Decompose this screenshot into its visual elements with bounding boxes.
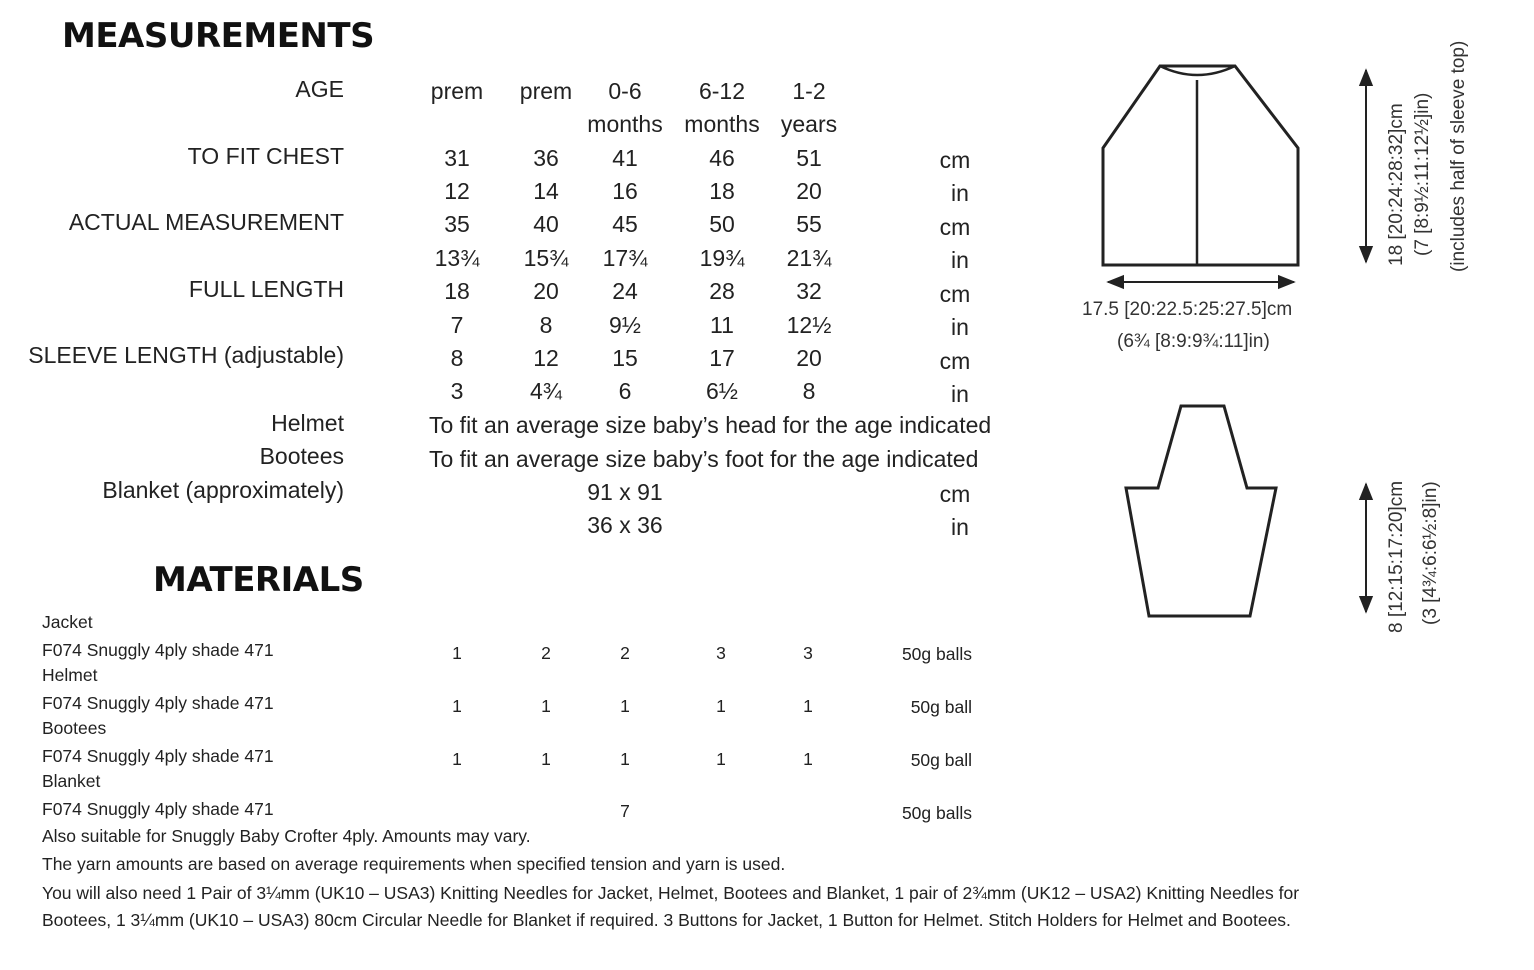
table-cell: 41 <box>612 145 638 171</box>
sleeve-length-cm: 8 [12:15:17:20]cm <box>1386 480 1407 633</box>
jacket-length-note: (includes half of sleeve top) <box>1448 40 1469 272</box>
sleeve-length-in: (3 [4¾:6:6½:8]in) <box>1420 481 1441 625</box>
table-cell: 17 <box>709 345 735 371</box>
sleeve-schematic <box>1126 406 1276 616</box>
material-qty: 1 <box>541 696 551 716</box>
note-line: You will also need 1 Pair of 3¼mm (UK10 – USA3) Knitting Needles for Jacket, Helmet, Bootees and Blanket, 1 pair of 2¾mm (UK12 – USA2) Knitting Needles for <box>42 883 1300 903</box>
table-cell: 8 <box>539 312 553 338</box>
table-cell: 12 <box>533 345 559 371</box>
table-cell: 6-12 <box>698 78 746 104</box>
jacket-length-cm: 18 [20:24:28:32]cm <box>1386 103 1407 266</box>
material-qty: 1 <box>452 643 462 663</box>
material-qty: 1 <box>452 696 462 716</box>
table-cell: 16 <box>612 178 638 204</box>
table-cell: months <box>684 111 760 137</box>
material-qty: 1 <box>452 749 462 769</box>
label-age: AGE <box>295 76 344 102</box>
material-unit: 50g balls <box>901 803 972 823</box>
table-cell: 12½ <box>786 312 832 338</box>
table-cell: 8 <box>802 378 816 404</box>
table-cell: prem <box>519 78 573 104</box>
table-cell: 14 <box>533 178 559 204</box>
material-item: Blanket <box>42 771 101 791</box>
unit-cell: cm <box>939 147 971 173</box>
material-unit: 50g ball <box>910 697 972 717</box>
table-cell: 3 <box>450 378 464 404</box>
material-unit: 50g balls <box>901 644 972 664</box>
table-cell: 15 <box>612 345 638 371</box>
material-qty: 1 <box>620 696 630 716</box>
table-cell: 36 <box>533 145 559 171</box>
table-cell: 35 <box>444 211 470 237</box>
helmet-text: To fit an average size baby’s head for the age indicated <box>429 412 992 438</box>
material-item: Jacket <box>42 612 93 632</box>
table-cell: 7 <box>450 312 464 338</box>
table-cell: 21¾ <box>786 245 832 271</box>
table-cell: 15¾ <box>523 245 569 271</box>
table-cell: 6 <box>618 378 632 404</box>
material-yarn: F074 Snuggly 4ply shade 471 <box>42 640 274 660</box>
jacket-width-in: (6¾ [8:9:9¾:11]in) <box>1117 331 1270 352</box>
unit-cell: cm <box>939 281 971 307</box>
table-cell: 20 <box>796 178 822 204</box>
table-cell: 9½ <box>609 312 641 338</box>
material-yarn: F074 Snuggly 4ply shade 471 <box>42 693 274 713</box>
label-to-fit-chest: TO FIT CHEST <box>187 143 344 169</box>
table-cell: 6½ <box>706 378 738 404</box>
table-cell: 11 <box>710 312 734 338</box>
unit-cell: in <box>951 381 969 407</box>
material-item: Bootees <box>42 718 107 738</box>
unit-cell: in <box>951 247 969 273</box>
blanket-in: 36 x 36 <box>587 512 663 538</box>
measurements-title: MEASUREMENTS <box>62 16 375 56</box>
table-cell: 46 <box>709 145 735 171</box>
table-cell: 20 <box>796 345 822 371</box>
material-qty: 2 <box>541 643 551 663</box>
material-yarn: F074 Snuggly 4ply shade 471 <box>42 799 274 819</box>
material-qty: 1 <box>803 696 813 716</box>
material-unit: 50g ball <box>910 750 972 770</box>
material-qty: 1 <box>541 749 551 769</box>
table-cell: years <box>780 111 838 137</box>
table-cell: 20 <box>533 278 559 304</box>
unit-cell: cm <box>939 481 971 507</box>
material-qty: 1 <box>716 696 726 716</box>
material-qty: 3 <box>716 643 726 663</box>
table-cell: 28 <box>709 278 735 304</box>
table-cell: 17¾ <box>602 245 648 271</box>
material-yarn: F074 Snuggly 4ply shade 471 <box>42 746 274 766</box>
materials-title: MATERIALS <box>153 560 364 600</box>
label-helmet: Helmet <box>271 410 344 436</box>
table-cell: 13¾ <box>434 245 480 271</box>
unit-cell: in <box>951 180 969 206</box>
material-qty: 1 <box>620 749 630 769</box>
table-cell: 0-6 <box>608 78 642 104</box>
material-qty: 1 <box>803 749 813 769</box>
note-line: Also suitable for Snuggly Baby Crofter 4ply. Amounts may vary. <box>42 826 531 846</box>
unit-cell: cm <box>939 348 971 374</box>
table-cell: 24 <box>612 278 638 304</box>
unit-cell: in <box>951 514 969 540</box>
table-cell: 18 <box>444 278 470 304</box>
label-blanket: Blanket (approximately) <box>102 477 344 503</box>
material-qty: 2 <box>620 643 630 663</box>
unit-cell: cm <box>939 214 971 240</box>
note-line: Bootees, 1 3¼mm (UK10 – USA3) 80cm Circular Needle for Blanket if required. 3 Buttons for Jacket, 1 Button for Helmet. Stitch Holders for Helmet and Bootees. <box>42 910 1291 930</box>
material-qty: 1 <box>716 749 726 769</box>
unit-cell: in <box>951 314 969 340</box>
table-cell: 31 <box>444 145 470 171</box>
table-cell: 50 <box>709 211 735 237</box>
label-bootees: Bootees <box>259 443 344 469</box>
label-actual-measurement: ACTUAL MEASUREMENT <box>68 209 344 235</box>
table-cell: 51 <box>796 145 822 171</box>
table-cell: 4¾ <box>530 378 562 404</box>
table-cell: 12 <box>444 178 470 204</box>
label-full-length: FULL LENGTH <box>188 276 344 302</box>
table-cell: months <box>587 111 663 137</box>
table-cell: 55 <box>796 211 822 237</box>
table-cell: 19¾ <box>699 245 745 271</box>
table-cell: 18 <box>709 178 735 204</box>
label-sleeve-length: SLEEVE LENGTH (adjustable) <box>28 342 344 368</box>
jacket-width-cm: 17.5 [20:22.5:25:27.5]cm <box>1082 299 1293 320</box>
table-cell: 1-2 <box>792 78 826 104</box>
note-line: The yarn amounts are based on average requirements when specified tension and yarn is used. <box>42 854 786 874</box>
bootees-text: To fit an average size baby’s foot for the age indicated <box>429 446 979 472</box>
jacket-schematic <box>1103 66 1298 265</box>
jacket-length-in: (7 [8:9½:11:12½]in) <box>1412 92 1433 256</box>
material-qty: 3 <box>803 643 813 663</box>
material-item: Helmet <box>42 665 98 685</box>
table-cell: 32 <box>796 278 822 304</box>
table-cell: 40 <box>533 211 559 237</box>
table-cell: prem <box>430 78 484 104</box>
material-qty: 7 <box>620 801 630 821</box>
blanket-cm: 91 x 91 <box>587 479 663 505</box>
table-cell: 45 <box>612 211 638 237</box>
table-cell: 8 <box>450 345 464 371</box>
